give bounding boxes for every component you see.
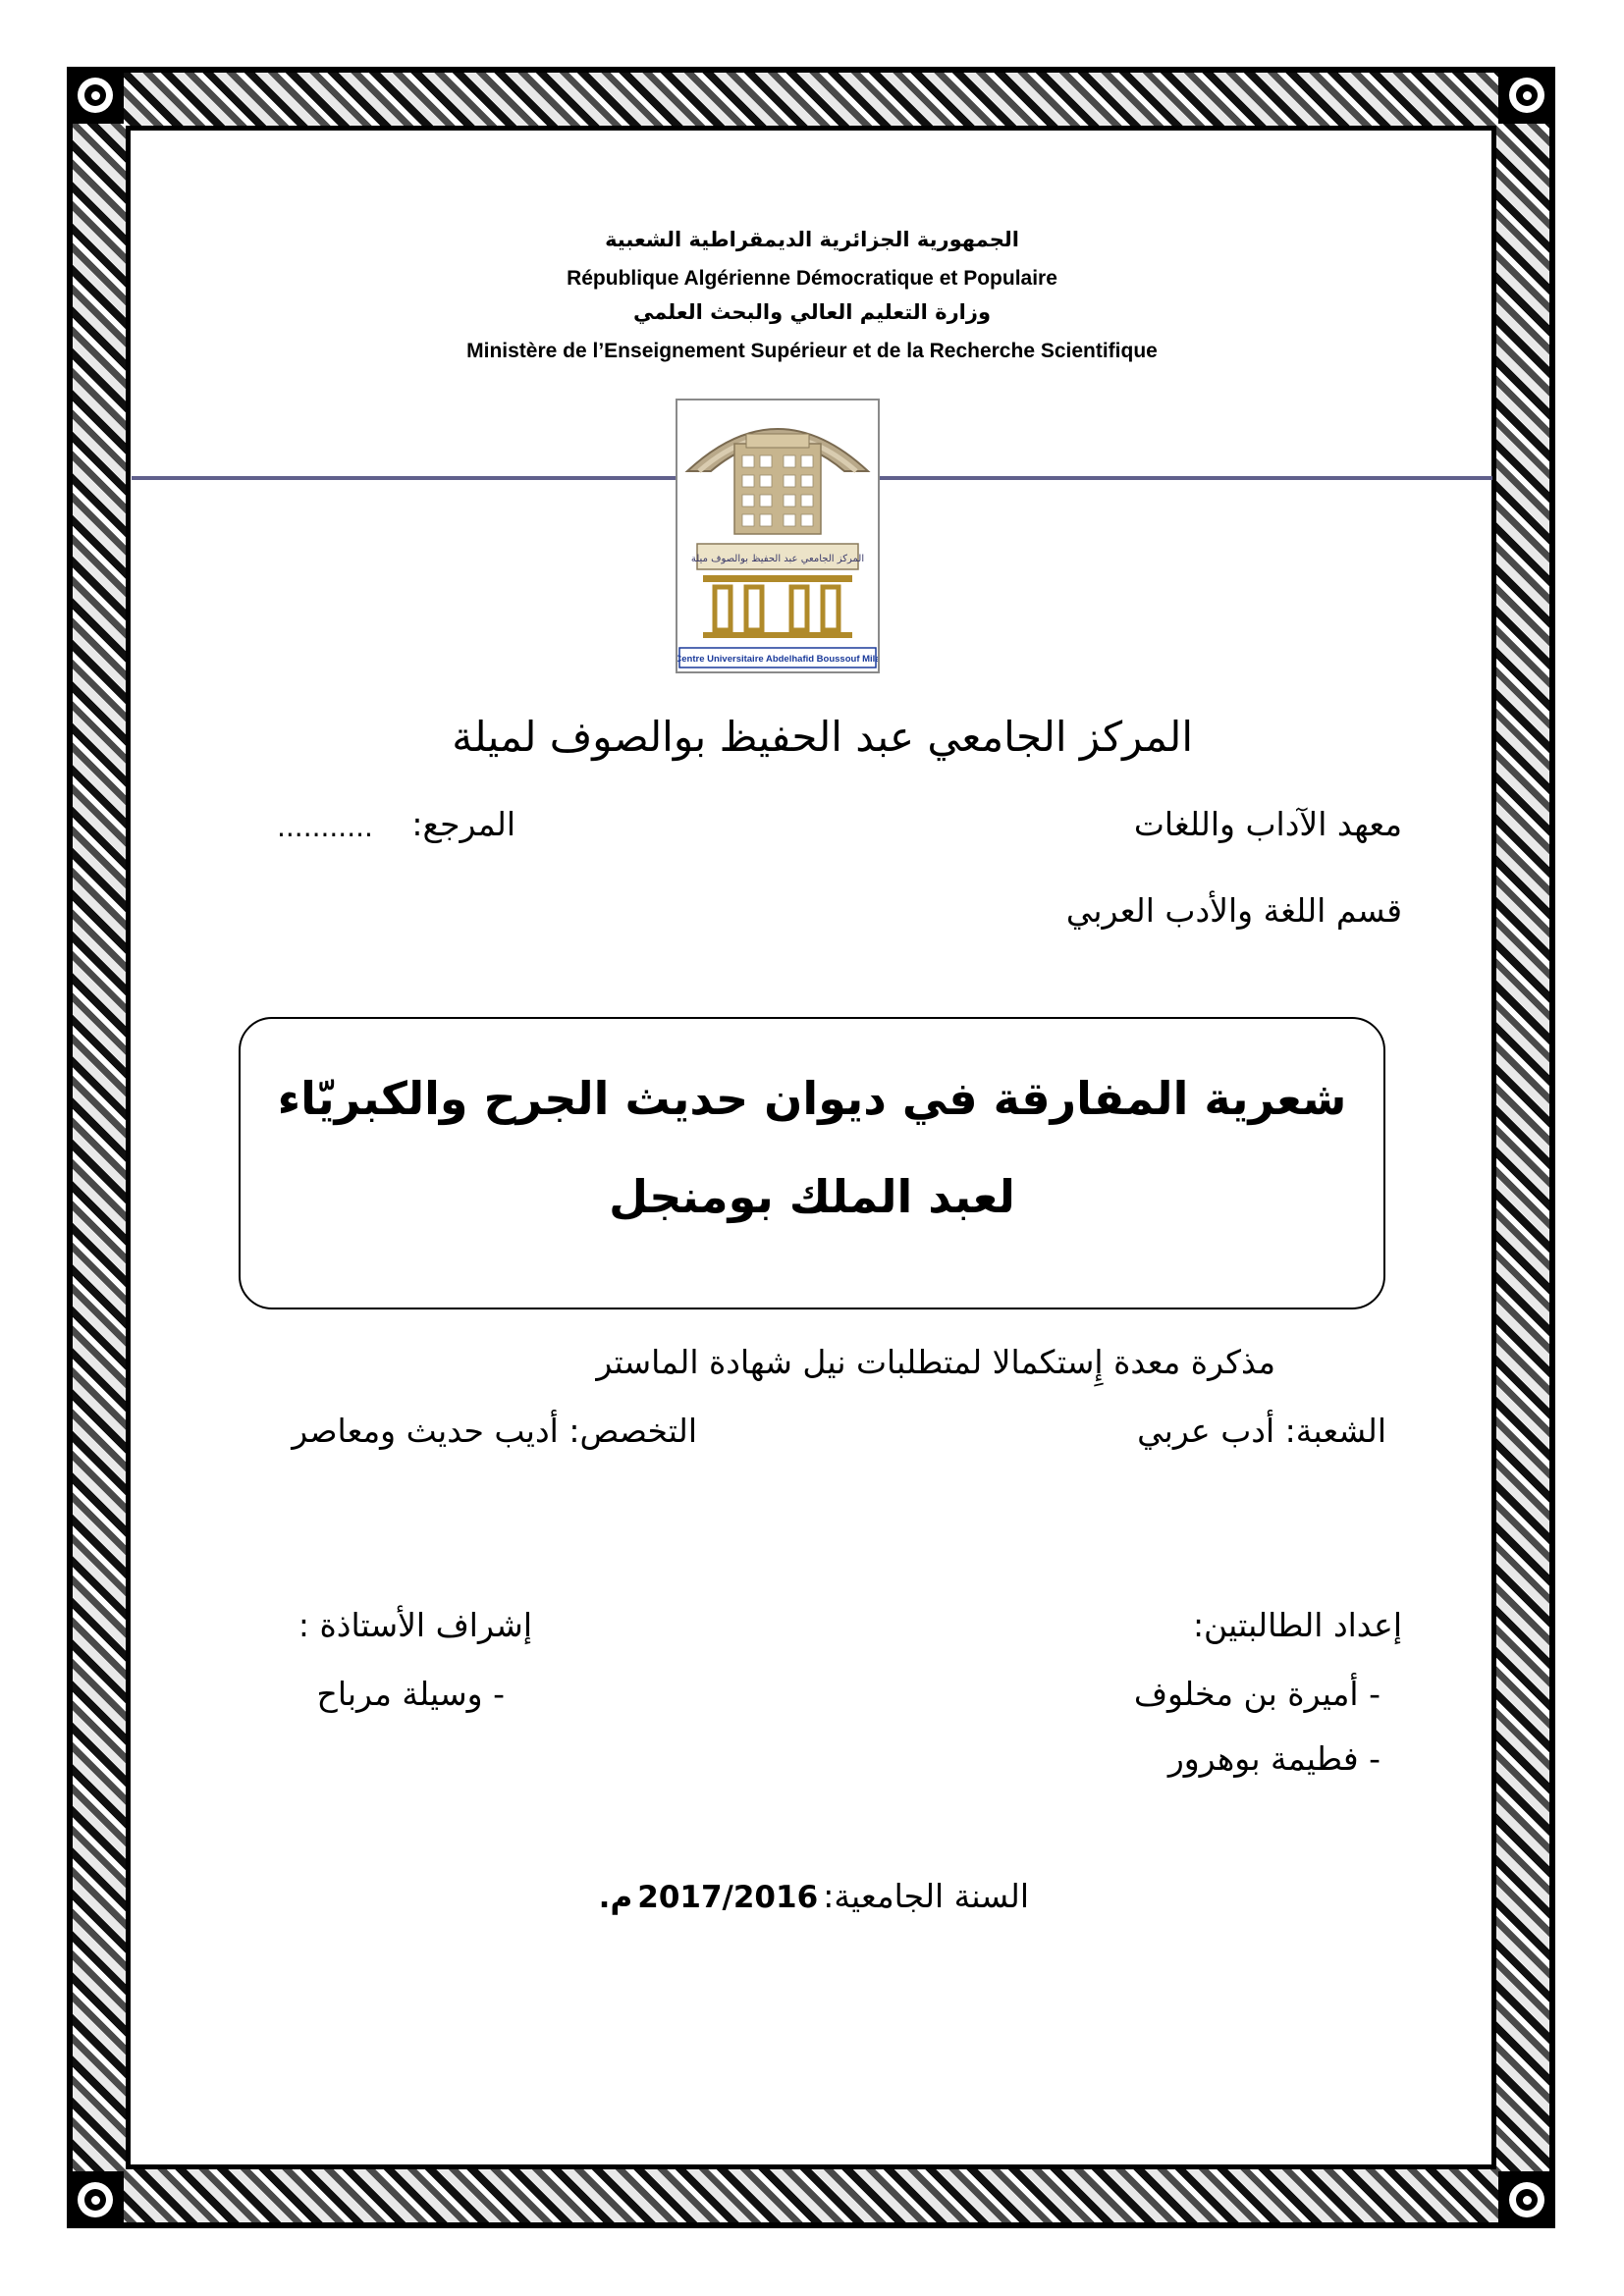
logo-caption-text: Centre Universitaire Abdelhafid Boussouf Mila (677, 654, 878, 665)
institute-name: معهد الآداب واللغات (1133, 805, 1402, 843)
thesis-title-box (239, 1017, 1385, 1309)
academic-year-suffix: م. (598, 1880, 633, 1915)
republic-name-fr: République Algérienne Démocratique et Populaire (567, 267, 1057, 290)
university-building-icon (677, 400, 878, 671)
academic-year (599, 1877, 1029, 1915)
republic-name-ar: الجمهورية الجزائرية الديمقراطية الشعبية (605, 228, 1019, 251)
supervisor-label: إشراف الأستاذة : (298, 1606, 532, 1644)
thesis-title-line1: شعرية المفارقة في ديوان حديث الجرح والكبريّاء (277, 1072, 1347, 1125)
ministry-name-ar: وزارة التعليم العالي والبحث العلمي (632, 300, 992, 324)
ministry-name-fr: Ministère de l’Enseignement Supérieur et de la Recherche Scientifique (466, 340, 1158, 362)
thesis-purpose: مذكرة معدة إِستكمالا لمتطلبات نيل شهادة الماستر (596, 1343, 1275, 1381)
corner-ornament-icon (67, 2171, 124, 2228)
department-name: قسم اللغة والأدب العربي (1065, 891, 1402, 930)
supervisor-name: - وسيلة مرباح (316, 1675, 505, 1713)
specialty: التخصص: أديب حديث ومعاصر (292, 1412, 697, 1450)
academic-year-value: 2017/2016 (637, 1880, 819, 1915)
reference-label: المرجع: (411, 805, 515, 843)
university-logo (676, 399, 880, 673)
students-label: إعداد الطالبتين: (1192, 1606, 1402, 1644)
reference-value: ........... (277, 811, 373, 843)
logo-banner-text: المركز الجامعي عبد الحفيظ بوالصوف ميلة (690, 554, 865, 564)
corner-ornament-icon (67, 67, 124, 124)
academic-year-label: السنة الجامعية: (823, 1877, 1029, 1915)
thesis-title-line2: لعبد الملك بومنجل (609, 1170, 1015, 1223)
student-1: - أميرة بن مخلوف (1133, 1675, 1380, 1713)
branch: الشعبة: أدب عربي (1137, 1412, 1386, 1450)
corner-ornament-icon (1498, 67, 1555, 124)
institution-name: المركز الجامعي عبد الحفيظ بوالصوف لميلة (452, 713, 1193, 761)
student-2: - فطيمة بوهرور (1167, 1739, 1380, 1778)
corner-ornament-icon (1498, 2171, 1555, 2228)
